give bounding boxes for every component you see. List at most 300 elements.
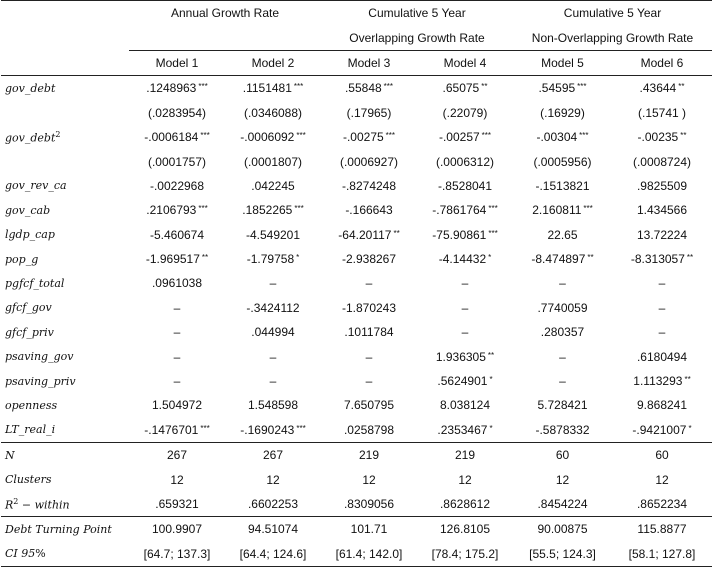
turning-label	[1, 517, 129, 542]
coef-cell	[612, 393, 712, 417]
row-label-text: R	[5, 498, 14, 512]
header-model-row	[1, 50, 712, 75]
coef-cell	[612, 369, 712, 393]
row-label	[1, 393, 129, 417]
coef-cell	[129, 296, 225, 320]
coef-value: -.00235	[637, 130, 679, 145]
coef-cell	[417, 344, 513, 368]
coef-value: 1.936305	[435, 349, 486, 364]
coef-cell	[513, 149, 612, 173]
row-label-text: gov_debt	[5, 131, 56, 145]
row-label	[1, 174, 129, 198]
coef-cell	[513, 320, 612, 344]
turning-label-text: Debt Turning Point	[5, 522, 112, 536]
coef-value: –	[559, 374, 566, 389]
coef-value: .7740059	[537, 300, 588, 315]
coef-cell	[417, 393, 513, 417]
significance-stars: *	[296, 253, 300, 263]
coef-value: (.15741 )	[637, 105, 687, 120]
coef-value: (.0006927)	[339, 154, 399, 169]
stat-cell: 60	[513, 443, 612, 468]
turning-row	[1, 542, 712, 567]
coef-cell	[129, 125, 225, 149]
header-subgroup-row	[1, 25, 712, 50]
coef-value: -2.938267	[341, 252, 397, 267]
coef-cell	[612, 125, 712, 149]
row-label	[1, 76, 129, 101]
coef-cell	[321, 149, 417, 173]
significance-stars: *	[489, 375, 493, 385]
coef-value: -75.90861	[432, 227, 487, 242]
coef-cell	[513, 369, 612, 393]
coef-row	[1, 393, 712, 417]
header-subgroup-annual	[129, 25, 321, 50]
coef-cell	[321, 223, 417, 247]
coef-value: –	[269, 276, 277, 291]
row-label-superscript: 2	[13, 496, 19, 506]
coef-value: –	[173, 300, 181, 315]
coef-cell	[513, 174, 612, 198]
stat-label	[1, 492, 129, 517]
coef-value: 2.160811	[532, 203, 582, 218]
header-corner-2	[1, 25, 129, 50]
coef-cell	[612, 418, 712, 443]
coef-cell	[417, 369, 513, 393]
significance-stars: ***	[385, 131, 396, 141]
coef-cell	[417, 271, 513, 295]
coef-row	[1, 76, 712, 101]
header-corner	[1, 1, 129, 26]
turning-cell: 126.8105	[417, 517, 513, 542]
coef-row	[1, 344, 712, 368]
stat-cell: 219	[321, 443, 417, 468]
coef-value: .9825509	[636, 178, 688, 193]
header-group-cum5-overlap: Cumulative 5 Year	[321, 1, 513, 26]
coef-cell	[321, 320, 417, 344]
coef-value: -.1690243	[240, 422, 295, 437]
stat-cell: 12	[266, 472, 280, 487]
turning-point-rows	[1, 517, 712, 567]
row-label	[1, 271, 129, 295]
stat-cell: 12	[655, 472, 669, 487]
coef-value: -.166643	[345, 203, 393, 218]
significance-stars: ***	[488, 228, 498, 238]
coef-cell	[612, 320, 712, 344]
row-label	[1, 125, 129, 149]
coef-cell	[321, 271, 417, 295]
coef-value: (.0008724)	[632, 154, 692, 169]
significance-stars: ***	[383, 82, 394, 92]
coef-cell	[129, 418, 225, 443]
row-label	[1, 101, 129, 125]
coef-value: (.0006312)	[435, 154, 495, 169]
coef-cell	[417, 76, 513, 101]
coef-value: –	[173, 349, 181, 364]
header-model-5: Model 5	[513, 50, 612, 75]
row-label-text: Clusters	[5, 473, 52, 487]
regression-table	[1, 0, 712, 567]
turning-cell: [64.4; 124.6]	[225, 542, 321, 567]
stat-label	[1, 443, 129, 468]
coef-value: 1.113293	[633, 374, 683, 389]
coef-value: 8.038124	[439, 398, 491, 413]
row-label-text: LT_real_i	[5, 423, 56, 437]
coef-cell	[612, 271, 712, 295]
coef-value: .280357	[540, 325, 585, 340]
coef-value: -.3424112	[246, 300, 300, 315]
coef-cell	[417, 418, 513, 443]
coef-cell	[321, 418, 417, 443]
coef-value: –	[559, 349, 566, 364]
stat-row	[1, 467, 712, 491]
coef-cell	[513, 125, 612, 149]
coef-value: .54595	[538, 81, 576, 96]
significance-stars: ***	[481, 131, 492, 141]
coef-value: -.8528041	[437, 178, 493, 193]
coef-value: –	[365, 349, 373, 364]
row-label-text: gfcf_gov	[5, 301, 52, 315]
coef-cell	[513, 247, 612, 271]
turning-cell: [55.5; 124.3]	[513, 542, 612, 567]
row-label	[1, 296, 129, 320]
coef-row	[1, 320, 712, 344]
coef-cell	[129, 174, 225, 198]
coef-cell	[513, 271, 612, 295]
stat-cell: 267	[225, 443, 321, 468]
row-label-text: gov_cab	[5, 203, 51, 217]
header-model-4: Model 4	[417, 50, 513, 75]
row-label-text: gov_rev_ca	[5, 179, 67, 193]
coef-row	[1, 223, 712, 247]
coef-value: –	[365, 374, 373, 389]
stat-cell: .8454224	[537, 497, 588, 511]
significance-stars: ***	[577, 82, 587, 92]
coef-cell	[417, 198, 513, 222]
row-label-text: psaving_priv	[5, 374, 76, 388]
coef-cell	[225, 369, 321, 393]
coef-value: 1.504972	[151, 398, 203, 413]
coef-cell	[417, 149, 513, 173]
coef-cell	[225, 76, 321, 101]
header-group-row	[1, 1, 712, 26]
significance-stars: ***	[579, 131, 589, 141]
turning-cell: 94.51074	[225, 517, 321, 542]
row-label	[1, 223, 129, 247]
coef-value: .55848	[344, 81, 382, 96]
coef-value: (.0283954)	[147, 105, 207, 120]
coef-value: -.00275	[342, 130, 384, 145]
coef-cell	[417, 296, 513, 320]
turning-cell: [58.1; 127.8]	[612, 542, 712, 567]
coef-cell	[225, 198, 321, 222]
significance-stars: ***	[583, 204, 593, 214]
row-label	[1, 247, 129, 271]
coef-value: .6180494	[636, 349, 688, 364]
coef-value: –	[269, 349, 277, 364]
header-group-annual: Annual Growth Rate	[129, 1, 321, 26]
coef-cell	[513, 393, 612, 417]
turning-label-text: CI 95	[5, 547, 36, 561]
header-model-6: Model 6	[612, 50, 712, 75]
coef-value: -.1476701	[144, 422, 199, 437]
significance-stars: **	[487, 350, 495, 360]
coef-value: -8.474897	[531, 252, 586, 267]
turning-cell: 115.8877	[612, 517, 712, 542]
stat-label	[1, 467, 129, 491]
coef-value: -.1513821	[535, 178, 590, 193]
coef-value: .1248963	[146, 81, 197, 96]
significance-stars: **	[481, 82, 488, 92]
header-model-1: Model 1	[129, 50, 225, 75]
coef-cell	[513, 76, 612, 101]
coef-value: –	[365, 276, 373, 291]
coef-value: -1.969517	[145, 252, 200, 267]
turning-cell: 90.00875	[513, 517, 612, 542]
row-label-text: gov_debt	[5, 81, 56, 95]
coef-value: 13.72224	[636, 227, 688, 242]
significance-stars: *	[688, 423, 692, 433]
coef-value: –	[269, 374, 277, 389]
stat-cell: 60	[612, 443, 712, 468]
coef-cell	[417, 247, 513, 271]
coef-cell	[612, 344, 712, 368]
coef-value: 22.65	[547, 227, 578, 242]
coef-value: –	[173, 374, 181, 389]
significance-stars: ***	[198, 82, 208, 92]
coef-value: –	[658, 325, 666, 340]
coef-cell	[225, 393, 321, 417]
stderr-row	[1, 149, 712, 173]
stat-cell: 12	[170, 472, 184, 487]
stat-cell: .659321	[155, 497, 199, 511]
coef-cell	[225, 149, 321, 173]
coef-value: .1151481	[242, 81, 292, 96]
coef-value: –	[461, 276, 469, 291]
stderr-row	[1, 101, 712, 125]
stat-cell: .8652234	[636, 497, 688, 511]
coef-cell	[225, 174, 321, 198]
coef-cell	[129, 271, 225, 295]
turning-label	[1, 542, 129, 567]
coef-row	[1, 125, 712, 149]
coef-value: .65075	[442, 81, 480, 96]
coef-cell	[129, 149, 225, 173]
coef-value: (.16929)	[540, 105, 585, 120]
coef-value: .1011784	[344, 325, 394, 340]
coef-value: -.00304	[536, 130, 578, 145]
coef-value: -.0022968	[149, 178, 205, 193]
coef-cell	[129, 223, 225, 247]
row-label-text: pop_g	[5, 252, 39, 266]
coef-cell	[513, 223, 612, 247]
stat-cell: .6602253	[247, 497, 299, 511]
coef-value: -.9421007	[632, 422, 687, 437]
stat-cell: 12	[362, 472, 376, 487]
coef-cell	[225, 101, 321, 125]
row-label	[1, 369, 129, 393]
significance-stars: **	[684, 375, 691, 385]
coef-cell	[129, 101, 225, 125]
row-label-suffix: − within	[18, 498, 70, 512]
coef-value: .2353467	[437, 422, 488, 437]
coef-value: 9.868241	[636, 398, 688, 413]
coef-cell	[612, 149, 712, 173]
coef-value: 1.548598	[247, 398, 299, 413]
row-label-text: N	[5, 448, 15, 462]
turning-label-suffix: %	[35, 547, 46, 561]
coef-cell	[321, 296, 417, 320]
stat-cell: 12	[458, 472, 472, 487]
row-label-text: lgdp_cap	[5, 228, 55, 242]
coef-cell	[612, 174, 712, 198]
coef-value: –	[461, 300, 469, 315]
coef-cell	[129, 320, 225, 344]
coef-value: -.7861764	[432, 203, 487, 218]
coef-cell	[321, 101, 417, 125]
coef-cell	[225, 344, 321, 368]
coef-cell	[225, 418, 321, 443]
coef-cell	[321, 247, 417, 271]
coef-value: -64.20117	[338, 227, 392, 242]
significance-stars: ***	[294, 204, 304, 214]
row-label	[1, 418, 129, 443]
coef-cell	[513, 344, 612, 368]
coef-value: (.0001807)	[243, 154, 303, 169]
significance-stars: **	[686, 253, 694, 263]
turning-cell: [61.4; 142.0]	[321, 542, 417, 567]
coef-cell	[417, 174, 513, 198]
significance-stars: ***	[296, 131, 306, 141]
coef-value: (.0346088)	[243, 105, 303, 120]
coef-value: –	[658, 276, 666, 291]
turning-cell: 101.71	[321, 517, 417, 542]
coef-cell	[225, 125, 321, 149]
coef-row	[1, 174, 712, 198]
coef-cell	[225, 247, 321, 271]
coef-row	[1, 198, 712, 222]
statistics-rows	[1, 443, 712, 517]
coef-value: (.22079)	[442, 105, 488, 120]
coef-row	[1, 369, 712, 393]
coef-value: .044994	[251, 325, 295, 340]
stat-cell: 267	[129, 443, 225, 468]
row-label-superscript: 2	[55, 129, 61, 139]
coef-value: -8.313057	[630, 252, 685, 267]
coef-value: .43644	[639, 81, 677, 96]
header-model-2: Model 2	[225, 50, 321, 75]
significance-stars: **	[393, 228, 400, 238]
coef-cell	[225, 296, 321, 320]
coef-cell	[612, 76, 712, 101]
coef-row	[1, 247, 712, 271]
significance-stars: ***	[296, 423, 306, 433]
coef-cell	[612, 296, 712, 320]
coef-value: .1852265	[242, 203, 293, 218]
coef-cell	[513, 101, 612, 125]
coef-value: (.17965)	[346, 105, 392, 120]
coef-value: .2106793	[146, 203, 197, 218]
row-label	[1, 198, 129, 222]
significance-stars: *	[488, 253, 492, 263]
coef-value: –	[173, 325, 181, 340]
stat-cell: .8628612	[439, 497, 491, 511]
coef-value: -.0006092	[240, 130, 295, 145]
significance-stars: ***	[293, 82, 304, 92]
coef-cell	[321, 76, 417, 101]
coef-row	[1, 418, 712, 443]
coef-value: –	[658, 300, 666, 315]
coef-value: 7.650795	[343, 398, 395, 413]
significance-stars: *	[489, 423, 493, 433]
coef-cell	[225, 223, 321, 247]
coef-value: .042245	[251, 178, 295, 193]
coef-cell	[612, 223, 712, 247]
header-subgroup-nonoverlap: Non-Overlapping Growth Rate	[513, 25, 712, 50]
turning-cell: [78.4; 175.2]	[417, 542, 513, 567]
coef-cell	[129, 369, 225, 393]
turning-cell: [64.7; 137.3]	[129, 542, 225, 567]
coef-value: .0961038	[151, 276, 203, 291]
row-label	[1, 149, 129, 173]
coef-cell	[129, 344, 225, 368]
coef-cell	[612, 101, 712, 125]
row-label-text: openness	[5, 398, 58, 412]
coef-cell	[225, 271, 321, 295]
coef-value: -4.14432	[438, 252, 487, 267]
significance-stars: **	[587, 253, 594, 263]
row-label-text: pgfcf_total	[5, 276, 65, 290]
row-label	[1, 344, 129, 368]
stat-row	[1, 492, 712, 517]
coef-value: (.0001757)	[147, 154, 207, 169]
coef-cell	[417, 223, 513, 247]
coef-value: (.0005956)	[533, 154, 592, 169]
significance-stars: ***	[488, 204, 498, 214]
significance-stars: ***	[198, 204, 208, 214]
coef-cell	[513, 418, 612, 443]
header-corner-3	[1, 50, 129, 75]
coef-row	[1, 271, 712, 295]
coef-value: –	[461, 325, 469, 340]
significance-stars: **	[201, 253, 209, 263]
coef-value: -.5878332	[535, 422, 590, 437]
row-label	[1, 320, 129, 344]
stat-cell: 12	[555, 472, 570, 487]
coef-cell	[417, 320, 513, 344]
significance-stars: **	[678, 82, 685, 92]
coef-cell	[417, 101, 513, 125]
header-subgroup-overlap: Overlapping Growth Rate	[321, 25, 513, 50]
coef-cell	[129, 198, 225, 222]
coef-value: -.0006184	[144, 130, 199, 145]
coef-cell	[129, 247, 225, 271]
coef-cell	[321, 369, 417, 393]
row-label-text: gfcf_priv	[5, 325, 54, 339]
coef-value: .0258798	[343, 422, 395, 437]
coef-value: -1.870243	[341, 300, 397, 315]
coef-cell	[513, 296, 612, 320]
turning-cell: 100.9907	[129, 517, 225, 542]
coef-cell	[321, 393, 417, 417]
header-group-cum5-nonoverlap: Cumulative 5 Year	[513, 1, 712, 26]
coef-cell	[513, 198, 612, 222]
coef-row	[1, 296, 712, 320]
stat-cell: .8309056	[343, 497, 395, 511]
significance-stars: ***	[200, 131, 210, 141]
coef-cell	[321, 174, 417, 198]
turning-row	[1, 517, 712, 542]
coef-value: -1.79758	[246, 252, 295, 267]
